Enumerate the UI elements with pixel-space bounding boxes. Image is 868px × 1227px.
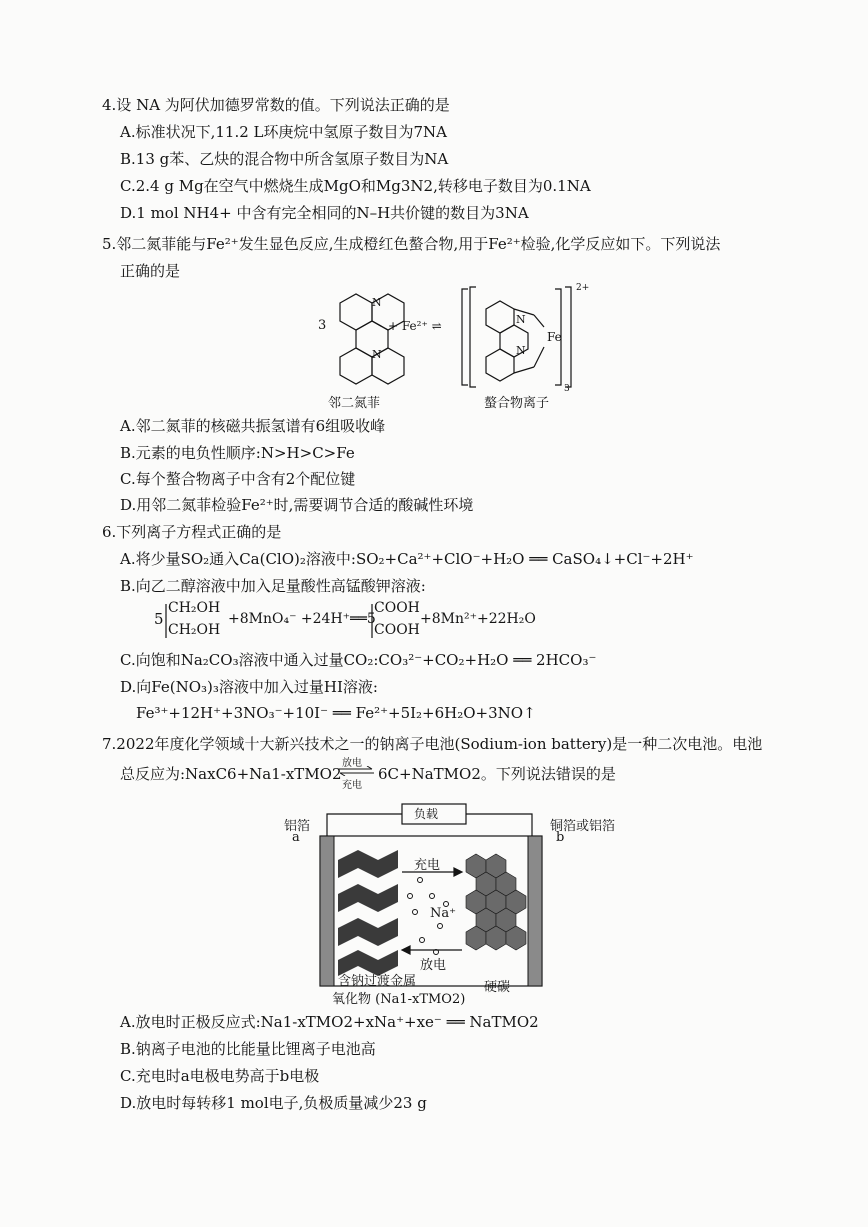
battery-charge-label: 充电 (414, 858, 441, 873)
eq-b-reactant-top: CH₂OH (168, 600, 221, 616)
electrode-a (320, 836, 334, 986)
reaction-plus-fe: + Fe²⁺ ⇌ (388, 319, 442, 333)
q5-stem-line2: 正确的是 (120, 262, 181, 280)
q4-stem: 4.设 NA 为阿伏加德罗常数的值。下列说法正确的是 (102, 96, 450, 114)
complex-fe: Fe (547, 330, 562, 344)
complex-n-bottom: N (516, 344, 526, 357)
eq-b-coef: 5 (154, 610, 164, 628)
reversible-arrow (336, 766, 376, 776)
eq-b-product-top: COOH (374, 600, 420, 616)
battery-left-electrode-label: 铝箔 (284, 819, 311, 834)
battery-cathode-line1: 含钠过渡金属 (338, 974, 417, 989)
q4-option-a: A.标准状况下,11.2 L环庚烷中氢原子数目为7NA (120, 123, 447, 141)
q7-option-a: A.放电时正极反应式:Na1-xTMO2+xNa⁺+xe⁻ ══ NaTMO2 (120, 1013, 539, 1031)
q7-option-b: B.钠离子电池的比能量比锂离子电池高 (120, 1040, 376, 1058)
ring-top-left (340, 294, 372, 330)
battery-load-label: 负载 (414, 807, 439, 821)
q6-stem: 6.下列离子方程式正确的是 (102, 523, 282, 541)
eq-b-tail: +8Mn²⁺+22H₂O (420, 611, 536, 627)
battery-cathode-line2: 氧化物 (Na1-xTMO2) (332, 992, 466, 1007)
q5-stem-line1: 5.邻二氮菲能与Fe²⁺发生显色反应,生成橙红色螯合物,用于Fe²⁺检验,化学反应如下。下列说法 (102, 235, 721, 253)
q6-option-d-equation: Fe³⁺+12H⁺+3NO₃⁻+10I⁻ ══ Fe²⁺+5I₂+6H₂O+3NO↑ (136, 704, 536, 722)
cathode-layers (338, 850, 398, 976)
q5-option-d: D.用邻二氮菲检验Fe²⁺时,需要调节合适的酸碱性环境 (120, 496, 474, 514)
anode-hard-carbon (466, 854, 526, 950)
eq-b-product-bottom: COOH (374, 622, 420, 638)
label-chelate-ion: 螯合物离子 (484, 396, 550, 411)
battery-label-b: b (556, 830, 565, 845)
battery-discharge-label: 放电 (420, 958, 447, 973)
q7-stem-line2-pre: 总反应为:NaxC6+Na1-xTMO2 (120, 765, 342, 783)
label-phenanthroline: 邻二氮菲 (328, 396, 381, 411)
q7-stem-line1: 7.2022年度化学领域十大新兴技术之一的钠离子电池(Sodium-ion battery)是一种二次电池。电池 (102, 735, 763, 753)
reaction-coef: 3 (318, 318, 327, 333)
q4-option-b: B.13 g苯、乙炔的混合物中所含氢原子数目为NA (120, 150, 449, 168)
n-atom-bottom: N (372, 348, 382, 361)
eq-b-reactant-bottom: CH₂OH (168, 622, 221, 638)
battery-right-electrode-label: 铜箔或铝箔 (550, 819, 616, 834)
q7-stem-line2-post: 6C+NaTMO2。下列说法错误的是 (378, 765, 616, 783)
sodium-ion-battery-diagram (270, 800, 590, 1010)
q4-option-d: D.1 mol NH4+ 中含有完全相同的N–H共价键的数目为3NA (120, 204, 529, 222)
ring-bottom-left (340, 348, 372, 384)
n-atom-top: N (372, 296, 382, 309)
battery-anode-label: 硬碳 (484, 980, 511, 995)
q7-option-c: C.充电时a电极电势高于b电极 (120, 1067, 320, 1085)
q5-option-c: C.每个螯合物离子中含有2个配位键 (120, 470, 356, 488)
reaction-arrow-top: 放电 (342, 758, 362, 769)
q5-option-b: B.元素的电负性顺序:N>H>C>Fe (120, 444, 355, 462)
q4-option-c: C.2.4 g Mg在空气中燃烧生成MgO和Mg3N2,转移电子数目为0.1NA (120, 177, 591, 195)
q6-option-b: B.向乙二醇溶液中加入足量酸性高锰酸钾溶液: (120, 577, 426, 595)
battery-label-a: a (292, 830, 300, 845)
q6-option-c: C.向饱和Na₂CO₃溶液中通入过量CO₂:CO₃²⁻+CO₂+H₂O ══ 2HCO₃⁻ (120, 651, 597, 669)
q5-option-a: A.邻二氮菲的核磁共振氢谱有6组吸收峰 (120, 417, 386, 435)
q7-option-d: D.放电时每转移1 mol电子,负极质量减少23 g (120, 1094, 427, 1112)
q6-option-d: D.向Fe(NO₃)₃溶液中加入过量HI溶液: (120, 678, 378, 696)
complex-charge: 2+ (576, 283, 590, 293)
complex-n-top: N (516, 313, 526, 326)
battery-ion-label: Na⁺ (430, 906, 456, 921)
eq-b-middle: +8MnO₄⁻ +24H⁺══5 (228, 611, 376, 627)
electrode-b (528, 836, 542, 986)
reaction-arrow-bottom: 充电 (342, 780, 362, 791)
complex-subscript: 3 (564, 384, 570, 394)
q6-option-a: A.将少量SO₂通入Ca(ClO)₂溶液中:SO₂+Ca²⁺+ClO⁻+H₂O ══ CaSO₄↓+Cl⁻+2H⁺ (120, 550, 694, 568)
